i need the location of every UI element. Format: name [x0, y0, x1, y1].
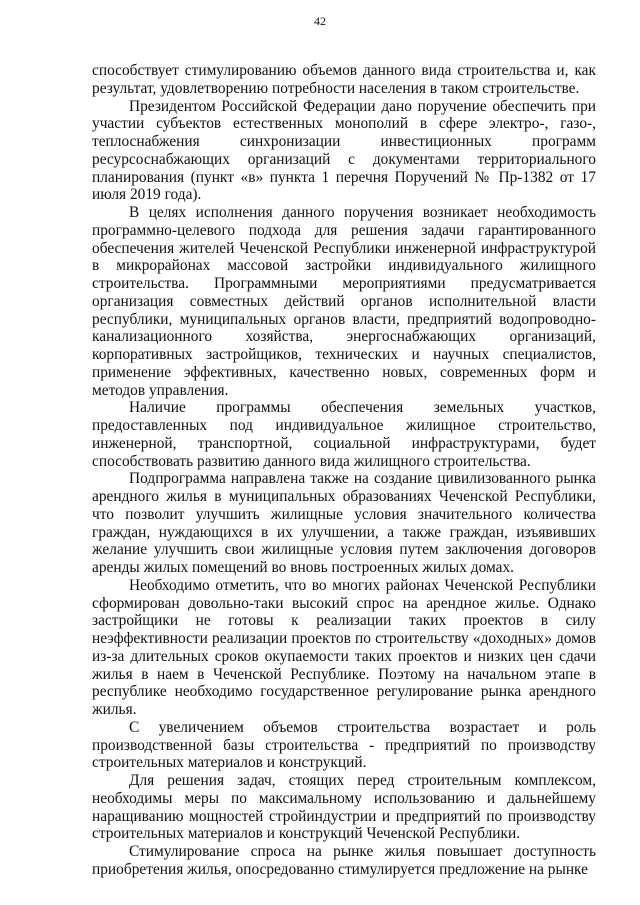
paragraph-rental-housing-market: Подпрограмма направлена также на создание цивилизованного рынка арендного жилья в муниципальных образованиях Чеченской Республики, что позволит улучшить жилищные условия значительного количества граждан, нуждающихся в их улучшении, а также граждан, изъявивших желание улучшить свои жилищные условия путем заключения договоров аренды жилых помещений во вновь построенных жилых домах.	[92, 470, 596, 576]
paragraph-continuation: способствует стимулированию объемов данного вида строительства и, как результат, удовлетворению потребности населения в таком строительстве.	[92, 62, 596, 97]
paragraph-production-base: С увеличением объемов строительства возрастает и роль производственной базы строительства - предприятий по производству строительных материалов и конструкций.	[92, 718, 596, 772]
document-body	[92, 62, 596, 879]
paragraph-construction-measures: Для решения задач, стоящих перед строительным комплексом, необходимы меры по максимальному использованию и дальнейшему наращиванию мощностей стройиндустрии и предприятий по производству строительных материалов и конструкций Чеченской Республики.	[92, 772, 596, 843]
paragraph-order-execution: В целях исполнения данного поручения возникает необходимость программно-целевого подхода для решения задачи гарантированного обеспечения жителей Чеченской Республики инженерной инфраструктурой в микрорайонах массовой застройки индивидуального жилищного строительства. Программными мероприятиями предусматривается организация совместных действий органов исполнительной власти республики, муниципальных органов власти, предприятий водопроводно-канализационного хозяйства, энергоснабжающих организаций, корпоративных застройщиков, технических и научных специалистов, применение эффективных, качественно новых, современных форм и методов управления.	[92, 204, 596, 399]
paragraph-rental-demand: Необходимо отметить, что во многих районах Чеченской Республики сформирован довольно-таки высокий спрос на арендное жилье. Однако застройщики не готовы к реализации таких проектов в силу неэффективности реализации проектов по строительству «доходных» домов из-за длительных сроков окупаемости таких проектов и низких цен сдачи жилья в наем в Чеченской Республике. Поэтому на начальном этапе в республике необходимо государственное регулирование рынка арендного жилья.	[92, 576, 596, 718]
paragraph-presidential-order: Президентом Российской Федерации дано поручение обеспечить при участии субъектов естественных монополий в сфере электро-, газо-, теплоснабжения синхронизации инвестиционных программ ресурсоснабжающих организаций с документами территориального планирования (пункт «в» пункта 1 перечня Поручений № Пр-1382 от 17 июля 2019 года).	[92, 97, 596, 204]
paragraph-demand-stimulation: Стимулирование спроса на рынке жилья повышает доступность приобретения жилья, опосредованно стимулируется предложение на рынке	[92, 843, 596, 878]
paragraph-land-plots-program: Наличие программы обеспечения земельных участков, предоставленных под индивидуальное жилищное строительство, инженерной, транспортной, социальной инфраструктурами, будет способствовать развитию данного вида жилищного строительства.	[92, 399, 596, 470]
page-number: 42	[314, 14, 326, 28]
